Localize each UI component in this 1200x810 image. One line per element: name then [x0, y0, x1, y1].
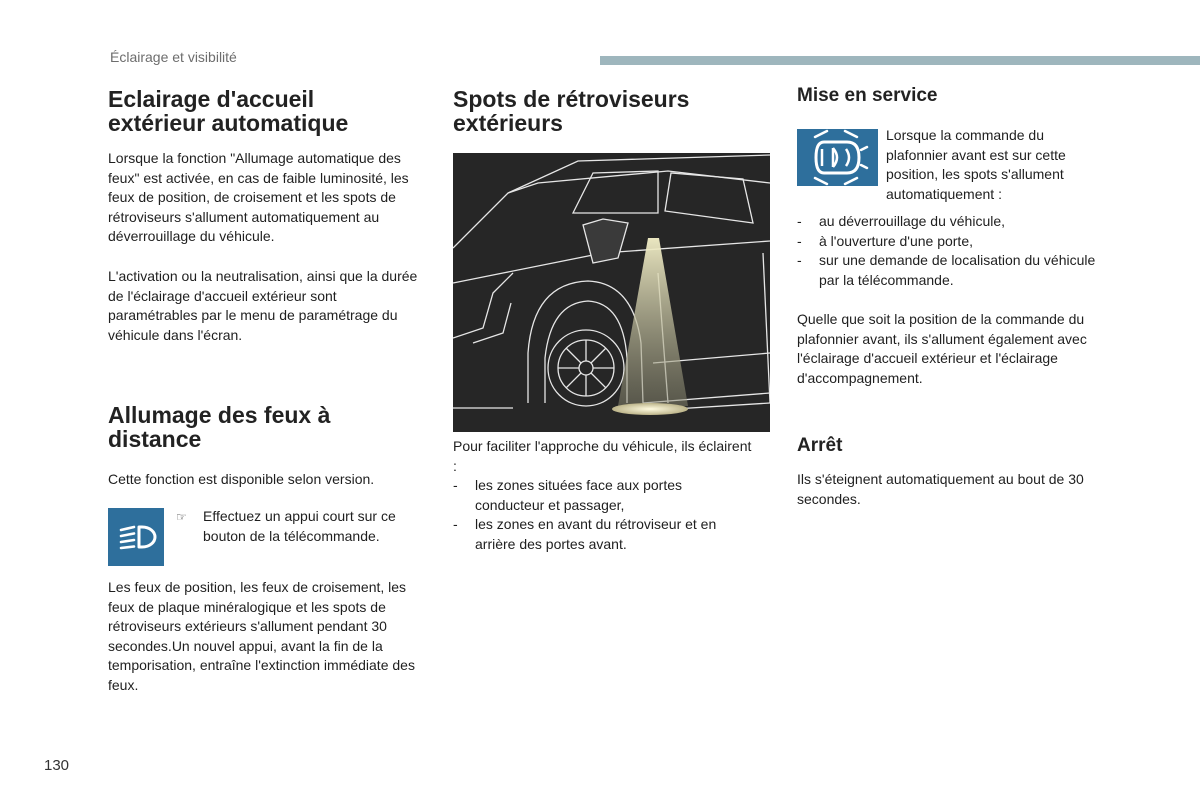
courtesy-light-icon [797, 129, 878, 186]
mirror-spots-intro: Pour faciliter l'approche du véhicule, ils éclairent : [453, 438, 752, 474]
car-mirror-spot-illustration [453, 153, 770, 432]
remote-step-text: Effectuez un appui court sur ce bouton de la télécommande. [203, 508, 396, 544]
heading-stop: Arrêt [797, 435, 843, 456]
remote-lighting-description: Les feux de position, les feux de croisement, les feux de plaque minéralogique et les spots de rétroviseurs extérieurs s'allument pendant 30 secondes.Un nouvel appui, avant la fin de la temporisation, entraîne l'extinction immédiate des feux. [108, 579, 415, 693]
headlamp-button-icon [108, 508, 164, 566]
list-item: - à l'ouverture d'une porte, [797, 232, 1097, 252]
section-label: Éclairage et visibilité [110, 49, 237, 65]
heading-activation: Mise en service [797, 85, 938, 106]
stop-text: Ils s'éteignent automatiquement au bout de 30 secondes. [797, 471, 1084, 507]
heading-welcome-lighting: Eclairage d'accueil extérieur automatique [108, 86, 349, 136]
activation-note: Quelle que soit la position de la commande du plafonnier avant, ils s'allument également avec l'éclairage d'accueil extérieur et l'éclairage d'accompagnement. [797, 311, 1087, 386]
mirror-spots-zones-list [453, 476, 753, 554]
page-number: 130 [44, 757, 70, 774]
welcome-settings-text: L'activation ou la neutralisation, ainsi que la durée de l'éclairage d'accueil extérieur sont paramétrables par le menu de paramétrage du véhicule dans l'écran. [108, 268, 418, 343]
heading-mirror-spots: Spots de rétroviseurs extérieurs [453, 86, 690, 136]
list-item: - au déverrouillage du véhicule, [797, 212, 1097, 232]
availability-text: Cette fonction est disponible selon version. [108, 471, 375, 487]
step-marker-icon: ☞ [176, 510, 187, 524]
list-item: - sur une demande de localisation du véhicule par la télécommande. [797, 251, 1097, 290]
heading-remote-lighting: Allumage des feux à distance [108, 402, 331, 452]
list-item: - les zones situées face aux portes conducteur et passager, [453, 476, 753, 515]
section-accent-bar [600, 56, 1200, 65]
courtesy-light-position-text: Lorsque la commande du plafonnier avant est sur cette position, les spots s'allument automatiquement : [886, 127, 1066, 202]
activation-conditions-list [797, 212, 1097, 290]
welcome-lighting-text: Lorsque la fonction "Allumage automatique des feux" est activée, en cas de faible luminosité, les feux de position, de croisement et les spots de rétroviseurs s'allument automatiquement au déverrouillage du véhicule. [108, 150, 409, 244]
list-item: - les zones en avant du rétroviseur et en arrière des portes avant. [453, 515, 753, 554]
